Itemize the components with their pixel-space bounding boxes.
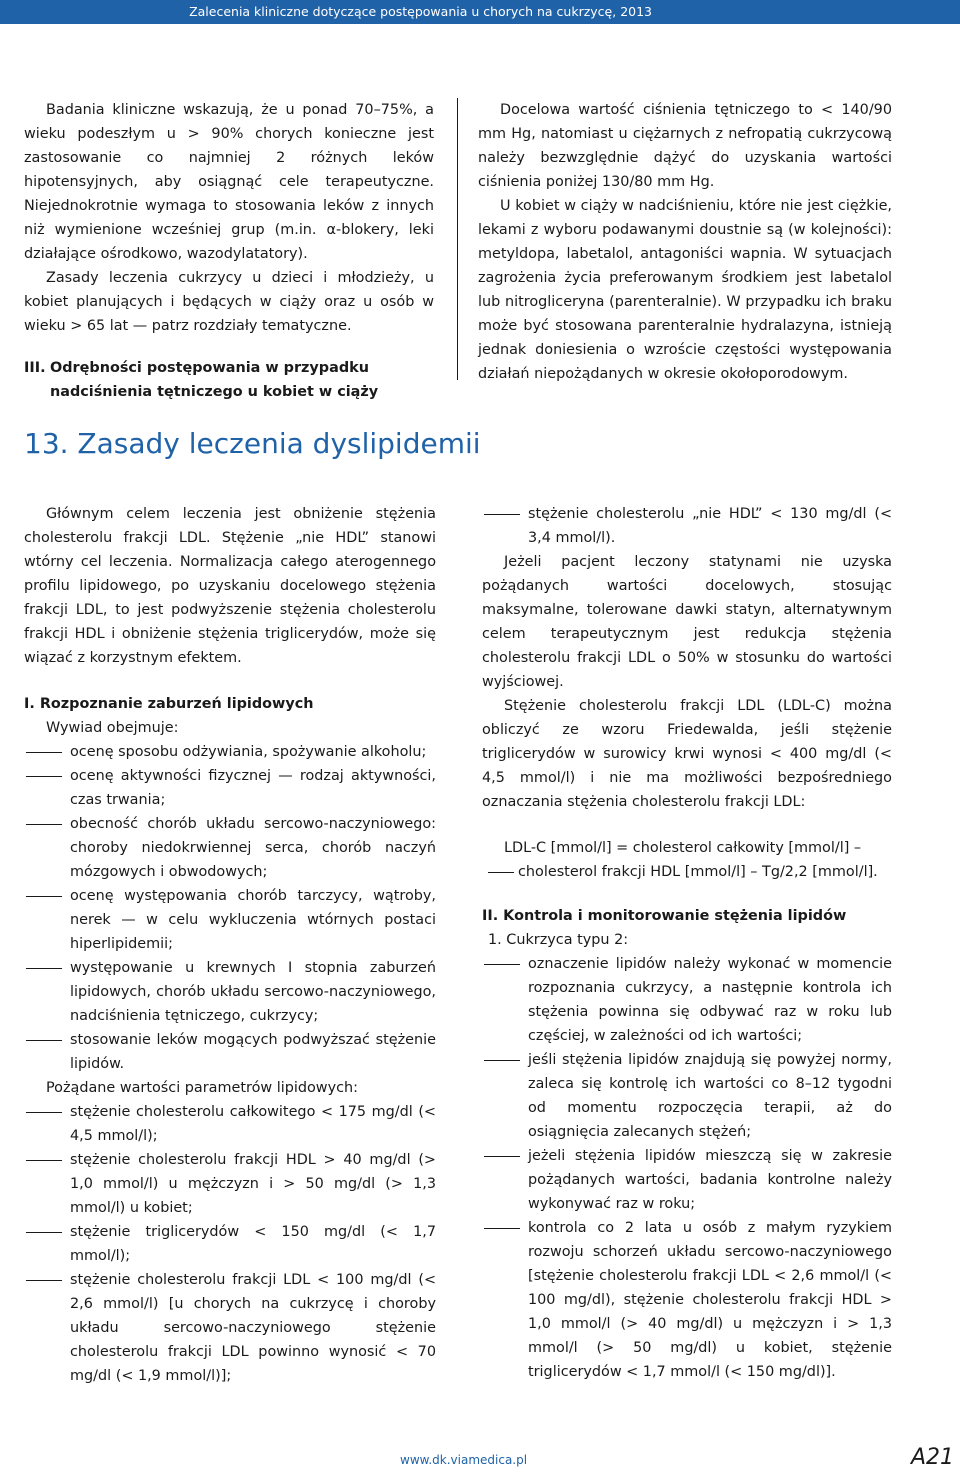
list-intro: Pożądane wartości parametrów lipidowych:: [46, 1080, 358, 1096]
footer-url[interactable]: www.dk.viamedica.pl: [400, 1453, 528, 1467]
top-left-column: [24, 98, 434, 404]
heading-text: Odrębności postępowania w przypadku nadciśnienia tętniczego u kobiet w ciąży: [50, 360, 379, 400]
formula-line: LDL-C [mmol/l] = cholesterol całkowity [mmol/l] –: [504, 840, 862, 856]
numbered-item: 1. Cukrzyca typu 2:: [488, 932, 629, 948]
page-number: A21: [910, 1445, 954, 1470]
list-item: stężenie cholesterolu całkowitego < 175 mg/dl (< 4,5 mmol/l);: [70, 1104, 436, 1144]
list-item: stężenie triglicerydów < 150 mg/dl (< 1,7 mmol/l);: [70, 1224, 436, 1264]
list-item: występowanie u krewnych I stopnia zaburzeń lipidowych, chorób układu sercowo-naczyniowego, nadciśnienia tętniczego, cukrzycy;: [70, 960, 436, 1024]
list-item: stężenie cholesterolu „nie HDL” < 130 mg/dl (< 3,4 mmol/l).: [528, 506, 892, 546]
subsection-heading-III: [24, 356, 434, 404]
left-column: [24, 502, 436, 1388]
heading-number: III.: [24, 360, 46, 376]
list-item: stosowanie leków mogących podwyższać stężenie lipidów.: [70, 1032, 436, 1072]
column-divider: [457, 98, 458, 380]
list-item: obecność chorób układu sercowo-naczyniowego: choroby niedokrwiennej serca, chorób naczyń mózgowych i obwodowych;: [70, 816, 436, 880]
formula-line: cholesterol frakcji HDL [mmol/l] – Tg/2,2 [mmol/l].: [482, 860, 892, 884]
list-item: ocenę sposobu odżywiania, spożywanie alkoholu;: [70, 744, 427, 760]
paragraph: Zasady leczenia cukrzycy u dzieci i młodzieży, u kobiet planujących i będących w ciąży oraz u osób w wieku > 65 lat — patrz rozdziały tematyczne.: [24, 270, 434, 334]
right-column: [482, 502, 892, 1384]
paragraph: Badania kliniczne wskazują, że u ponad 70–75%, a wieku podeszłym u > 90% chorych konieczne jest zastosowanie co najmniej 2 różnych leków hipotensyjnych, aby osiągnąć cele terapeutyczne. Niejednokrotnie wymaga to stosowania leków z innych niż wymienione wcześniej grup (m.in. α-blokery, leki działające ośrodkowo, wazodylatatory).: [24, 102, 434, 262]
paragraph: U kobiet w ciąży w nadciśnieniu, które nie jest ciężkie, lekami z wyboru podawanymi doustnie są (w kolejności): metyldopa, labetalol, antagoniści wapnia. W sytuacjach zagrożenia życia preferowanym środkiem jest labetalol lub nitrogliceryna (parenteralnie). W przypadku ich braku może być stosowana parenteralnie hydralazyna, istnieją jednak doniesienia o wzroście częstości występowania działań niepożądanych w okresie okołoporodowym.: [478, 198, 892, 382]
list-item: jeżeli stężenia lipidów mieszczą się w zakresie pożądanych wartości, badania kontrolne należy wykonywać raz w roku;: [528, 1148, 892, 1212]
paragraph: Stężenie cholesterolu frakcji LDL (LDL-C) można obliczyć ze wzoru Friedewalda, jeśli stężenie triglicerydów w surowicy krwi wynosi < 400 mg/dl (< 4,5 mmol/l) i nie ma możliwości bezpośredniego oznaczania stężenia cholesterolu frakcji LDL:: [482, 698, 892, 810]
list-item: ocenę występowania chorób tarczycy, wątroby, nerek — w celu wykluczenia wtórnych postaci hiperlipidemii;: [70, 888, 436, 952]
heading-I: I. Rozpoznanie zaburzeń lipidowych: [24, 696, 314, 712]
intro-paragraph: Głównym celem leczenia jest obniżenie stężenia cholesterolu frakcji LDL. Stężenie „nie HDL” stanowi wtórny cel leczenia. Normalizacja całego aterogennego profilu lipidowego, po uzyskaniu docelowego stężenia frakcji LDL, to jest podwyższenie stężenia cholesterolu frakcji HDL i obniżenie stężenia triglicerydów, może się wiązać z korzystnym efektem.: [24, 506, 436, 666]
top-right-column: [478, 98, 892, 386]
paragraph: Docelowa wartość ciśnienia tętniczego to < 140/90 mm Hg, natomiast u ciężarnych z nefropatią cukrzycową należy bezwzględnie dążyć do uzyskania wartości ciśnienia poniżej 130/80 mm Hg.: [478, 102, 892, 190]
list-item: stężenie cholesterolu frakcji LDL < 100 mg/dl (< 2,6 mmol/l) [u chorych na cukrzycę i choroby układu sercowo-naczyniowego stężenie cholesterolu frakcji LDL powinno wynosić < 70 mg/dl (< 1,9 mmol/l)];: [70, 1272, 436, 1384]
list-item: ocenę aktywności fizycznej — rodzaj aktywności, czas trwania;: [70, 768, 436, 808]
running-head: Zalecenia kliniczne dotyczące postępowania u chorych na cukrzycę, 2013: [0, 0, 960, 24]
friedewald-formula: [482, 836, 892, 884]
list-item: kontrola co 2 lata u osób z małym ryzykiem rozwoju schorzeń układu sercowo-naczyniowego [stężenie cholesterolu frakcji LDL < 2,6 mmol/l (< 100 mg/dl), stężenie cholesterolu frakcji HDL > 1,0 mmol/l (> 40 mg/dl) u mężczyzn i > 1,3 mmol/l (> 50 mg/dl) u kobiet, stężenie triglicerydów < 1,7 mmol/l (< 150 mg/dl)].: [528, 1220, 892, 1380]
paragraph: Jeżeli pacjent leczony statynami nie uzyska pożądanych wartości docelowych, stosując maksymalne, tolerowane dawki statyn, alternatywnym celem terapeutycznym jest redukcja stężenia cholesterolu frakcji LDL o 50% w stosunku do wartości wyjściowej.: [482, 554, 892, 690]
list-item: jeśli stężenia lipidów znajdują się powyżej normy, zaleca się kontrolę ich wartości co 8–12 tygodni od momentu rozpoczęcia terapii, aż do osiągnięcia zalecanych stężeń;: [528, 1052, 892, 1140]
list-intro: Wywiad obejmuje:: [46, 720, 179, 736]
list-item: stężenie cholesterolu frakcji HDL > 40 mg/dl (> 1,0 mmol/l) u mężczyzn i > 50 mg/dl (> 1,3 mmol/l) u kobiet;: [70, 1152, 436, 1216]
section-title: 13. Zasady leczenia dyslipidemii: [24, 427, 481, 460]
list-item: oznaczenie lipidów należy wykonać w momencie rozpoznania cukrzycy, a następnie kontrola ich stężenia powinna się odbywać raz w roku lub częściej, w zależności od ich wartości;: [528, 956, 892, 1044]
heading-II: II. Kontrola i monitorowanie stężenia lipidów: [482, 908, 847, 924]
